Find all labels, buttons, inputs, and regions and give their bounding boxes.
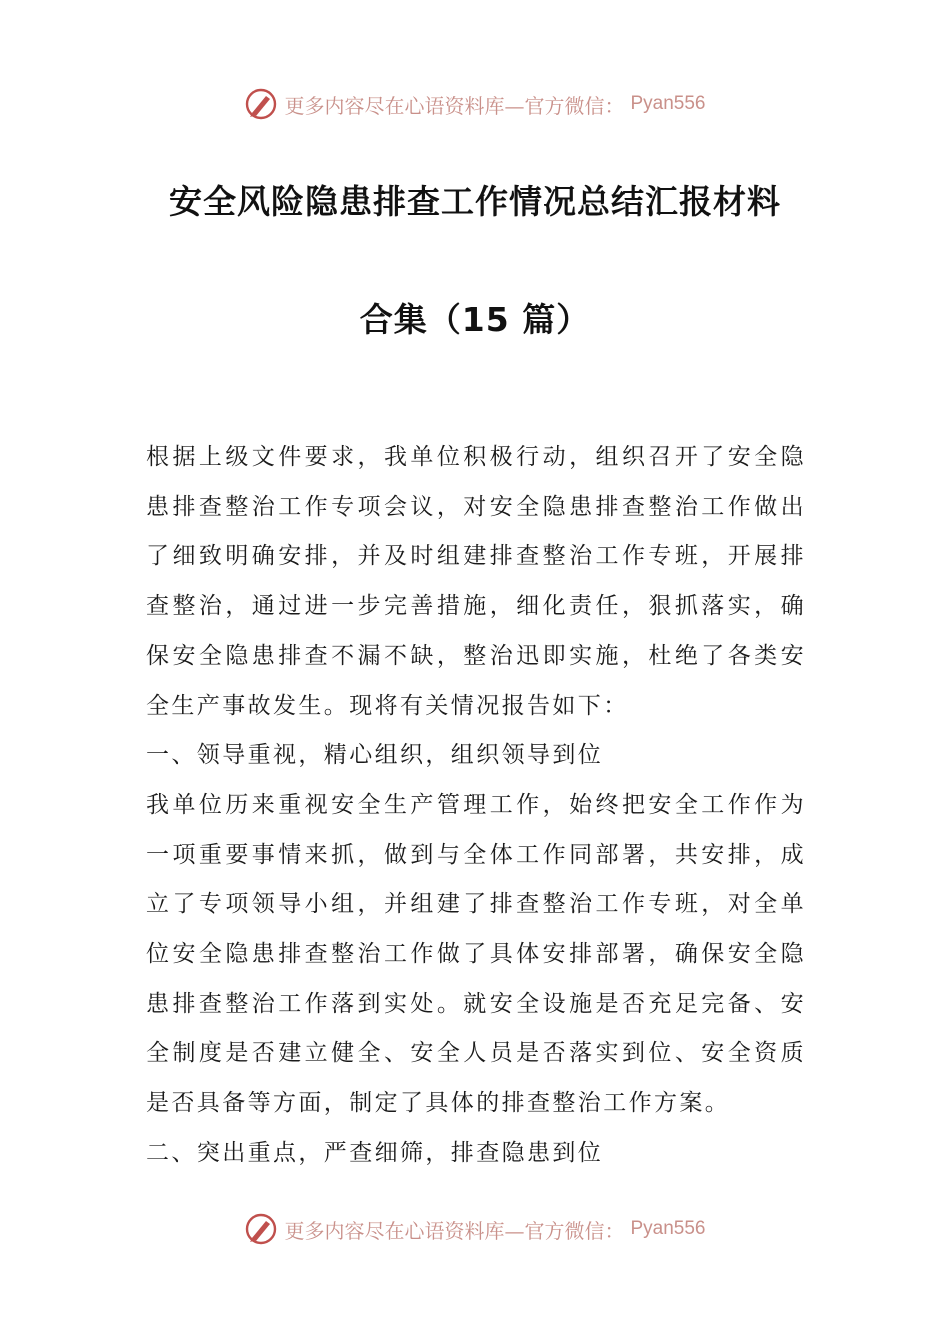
watermark-wechat-id: Pyan556	[630, 1218, 706, 1239]
watermark-text: 更多内容尽在心语资料库—官方微信：	[284, 93, 625, 118]
section-heading-1: 一、领导重视，精心组织，组织领导到位	[146, 742, 604, 769]
document-title-line2: 合集（15 篇）	[359, 300, 591, 339]
document-title-line1: 安全风险隐患排查工作情况总结汇报材料	[169, 182, 781, 221]
header-watermark	[0, 82, 950, 126]
watermark-text: 更多内容尽在心语资料库—官方微信：	[284, 1218, 625, 1243]
section-heading-2: 二、突出重点，严查细筛，排查隐患到位	[146, 1139, 604, 1166]
paragraph-intro: 根据上级文件要求，我单位积极行动，组织召开了安全隐患排查整治工作专项会议，对安全隐患排查整治工作做出了细致明确安排，并及时组建排查整治工作专班，开展排查整治，通过进一步完善措施，细化责任，狠抓落实，确保安全隐患排查不漏不缺，整治迅即实施，杜绝了各类安全生产事故发生。现将有关情况报告如下：	[146, 444, 806, 719]
footer-watermark	[0, 1207, 950, 1251]
pen-logo-icon	[244, 1212, 278, 1246]
pen-logo-icon	[244, 87, 278, 121]
document-body	[146, 433, 806, 1179]
paragraph-section-1: 我单位历来重视安全生产管理工作，始终把安全工作作为一项重要事情来抓，做到与全体工作同部署，共安排，成立了专项领导小组，并组建了排查整治工作专班，对全单位安全隐患排查整治工作做了具体安排部署，确保安全隐患排查整治工作落到实处。就安全设施是否充足完备、安全制度是否建立健全、安全人员是否落实到位、安全资质是否具备等方面，制定了具体的排查整治工作方案。	[146, 791, 806, 1117]
watermark-wechat-id: Pyan556	[630, 93, 706, 114]
